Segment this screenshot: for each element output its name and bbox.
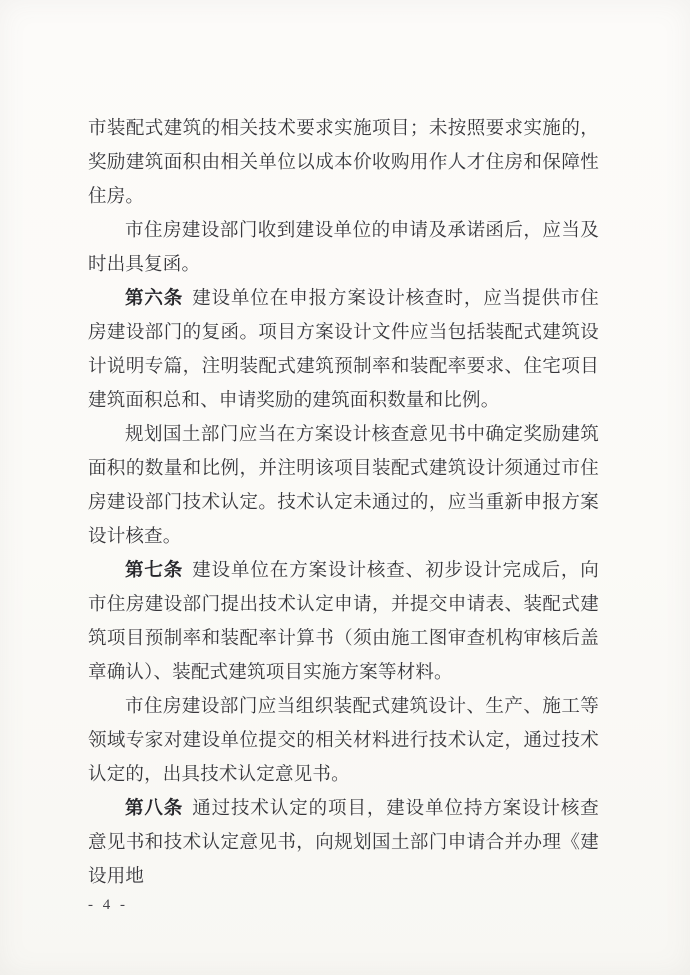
paragraph: 市住房建设部门收到建设单位的申请及承诺函后，应当及时出具复函。	[88, 221, 599, 275]
paragraph: 市住房建设部门应当组织装配式建筑设计、生产、施工等领域专家对建设单位提交的相关材料进行技术认定，通过技术认定的，出具技术认定意见书。	[88, 697, 599, 785]
paragraph: 第六条 建设单位在申报方案设计核查时，应当提供市住房建设部门的复函。项目方案设计文件应当包括装配式建筑设计说明专篇，注明装配式建筑预制率和装配率要求、住宅项目建筑面积总和、申请奖励的建筑面积数量和比例。	[88, 289, 599, 411]
article-number: 第七条	[125, 561, 184, 581]
paragraph: 规划国土部门应当在方案设计核查意见书中确定奖励建筑面积的数量和比例，并注明该项目装配式建筑设计须通过市住房建设部门技术认定。技术认定未通过的，应当重新申报方案设计核查。	[88, 425, 599, 547]
document-body	[88, 112, 599, 894]
article-number: 第八条	[125, 799, 184, 819]
article-number: 第六条	[125, 289, 184, 309]
page-number: - 4 -	[88, 897, 128, 913]
paragraph: 市装配式建筑的相关技术要求实施项目；未按照要求实施的，奖励建筑面积由相关单位以成本价收购用作人才住房和保障性住房。	[88, 119, 599, 207]
paragraph: 第八条 通过技术认定的项目，建设单位持方案设计核查意见书和技术认定意见书，向规划国土部门申请合并办理《建设用地	[88, 799, 599, 887]
paragraph: 第七条 建设单位在方案设计核查、初步设计完成后，向市住房建设部门提出技术认定申请，并提交申请表、装配式建筑项目预制率和装配率计算书（须由施工图审查机构审核后盖章确认）、装配式建筑项目实施方案等材料。	[88, 561, 599, 683]
